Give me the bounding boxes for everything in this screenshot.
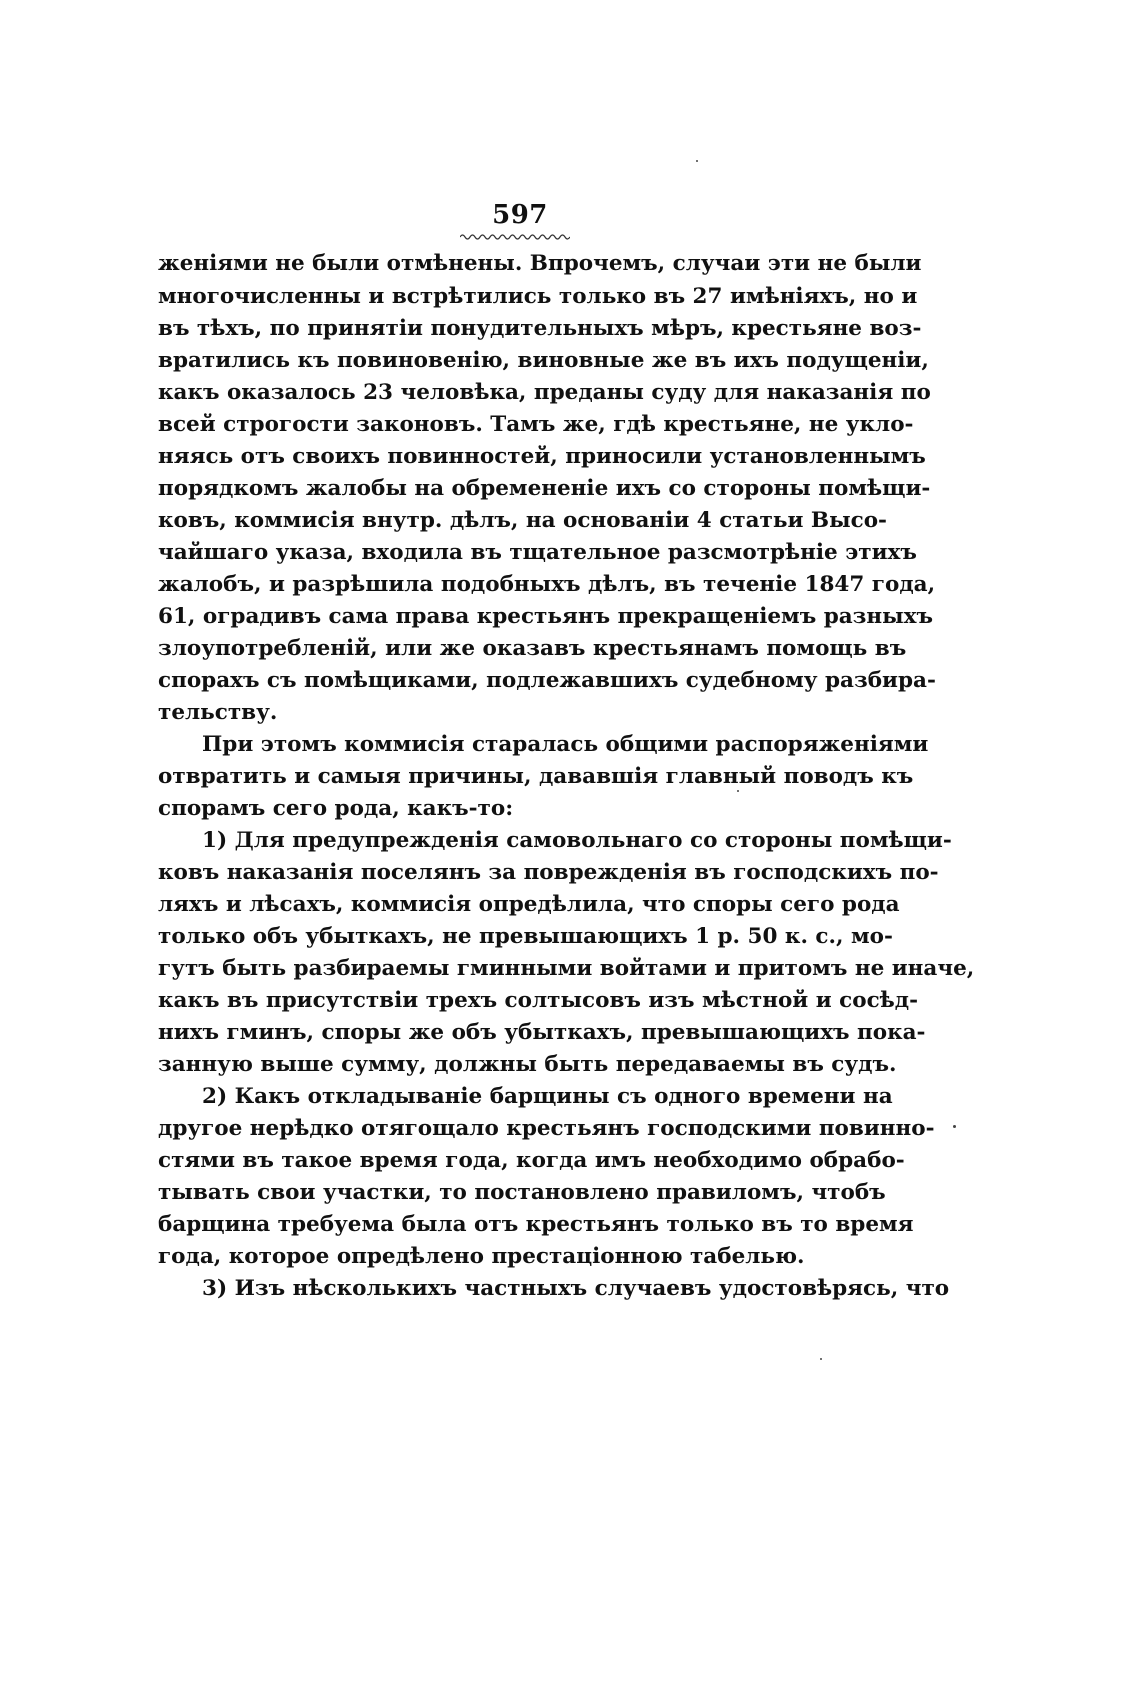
text-line: нихъ гминъ, споры же объ убыткахъ, превышающихъ пока-: [158, 1020, 926, 1045]
text-line: барщина требуема была отъ крестьянъ только въ то время: [158, 1212, 914, 1237]
text-line: гутъ быть разбираемы гминными войтами и притомъ не иначе,: [158, 956, 975, 981]
text-line: всей строгости законовъ. Тамъ же, гдѣ крестьяне, не укло-: [158, 412, 914, 437]
text-line: При этомъ коммисія старалась общими распоряженіями: [202, 732, 929, 757]
page-number-wavy-rule: [460, 232, 570, 242]
scan-speck: [820, 1358, 822, 1360]
text-line: тельству.: [158, 700, 278, 725]
text-line: какъ въ присутствіи трехъ солтысовъ изъ мѣстной и сосѣд-: [158, 988, 919, 1013]
text-line: ляхъ и лѣсахъ, коммисія опредѣлила, что споры сего рода: [158, 892, 900, 917]
text-line: какъ оказалось 23 человѣка, преданы суду для наказанія по: [158, 380, 931, 405]
text-line: только объ убыткахъ, не превышающихъ 1 р. 50 к. с., мо-: [158, 924, 893, 949]
text-line: жалобъ, и разрѣшила подобныхъ дѣлъ, въ теченіе 1847 года,: [158, 572, 936, 597]
text-line: порядкомъ жалобы на обремененіе ихъ со стороны помѣщи-: [158, 476, 931, 501]
text-line: злоупотребленій, или же оказавъ крестьянамъ помощь въ: [158, 636, 907, 661]
text-line: 61, оградивъ сама права крестьянъ прекращеніемъ разныхъ: [158, 604, 933, 629]
text-line: вратились къ повиновенію, виновные же въ ихъ подущеніи,: [158, 348, 929, 373]
text-line: года, которое опредѣлено престаціонною табелью.: [158, 1244, 805, 1269]
text-line: въ тѣхъ, по принятіи понудительныхъ мѣръ, крестьяне воз-: [158, 316, 922, 341]
text-line: другое нерѣдко отягощало крестьянъ господскими повинно-: [158, 1116, 935, 1141]
text-line: многочисленны и встрѣтились только въ 27 имѣніяхъ, но и: [158, 284, 918, 309]
text-line: чайшаго указа, входила въ тщательное разсмотрѣніе этихъ: [158, 540, 917, 565]
text-line: тывать свои участки, то постановлено правиломъ, чтобъ: [158, 1180, 886, 1205]
text-line: 1) Для предупрежденія самовольнаго со стороны помѣщи-: [202, 828, 952, 853]
scan-speck: [737, 790, 739, 792]
text-line: стями въ такое время года, когда имъ необходимо обрабо-: [158, 1148, 905, 1173]
scan-speck: [953, 1125, 956, 1128]
text-line: занную выше сумму, должны быть передаваемы въ судъ.: [158, 1052, 897, 1077]
text-line: спорахъ съ помѣщиками, подлежавшихъ судебному разбира-: [158, 668, 936, 693]
text-line: няясь отъ своихъ повинностей, приносили установленнымъ: [158, 444, 926, 469]
text-line: 2) Какъ откладываніе барщины съ одного времени на: [202, 1084, 893, 1109]
text-line: 3) Изъ нѣсколькихъ частныхъ случаевъ удостовѣрясь, что: [202, 1276, 950, 1301]
text-line: ковъ, коммисія внутр. дѣлъ, на основаніи 4 статьи Высо-: [158, 508, 887, 533]
page-number: 597: [492, 200, 548, 230]
text-line: женіями не были отмѣнены. Впрочемъ, случаи эти не были: [158, 251, 922, 276]
scan-speck: [696, 160, 698, 162]
text-line: ковъ наказанія поселянъ за поврежденія въ господскихъ по-: [158, 860, 939, 885]
text-line: отвратить и самыя причины, дававшія главный поводъ къ: [158, 764, 914, 789]
text-line: спорамъ сего рода, какъ-то:: [158, 796, 514, 821]
